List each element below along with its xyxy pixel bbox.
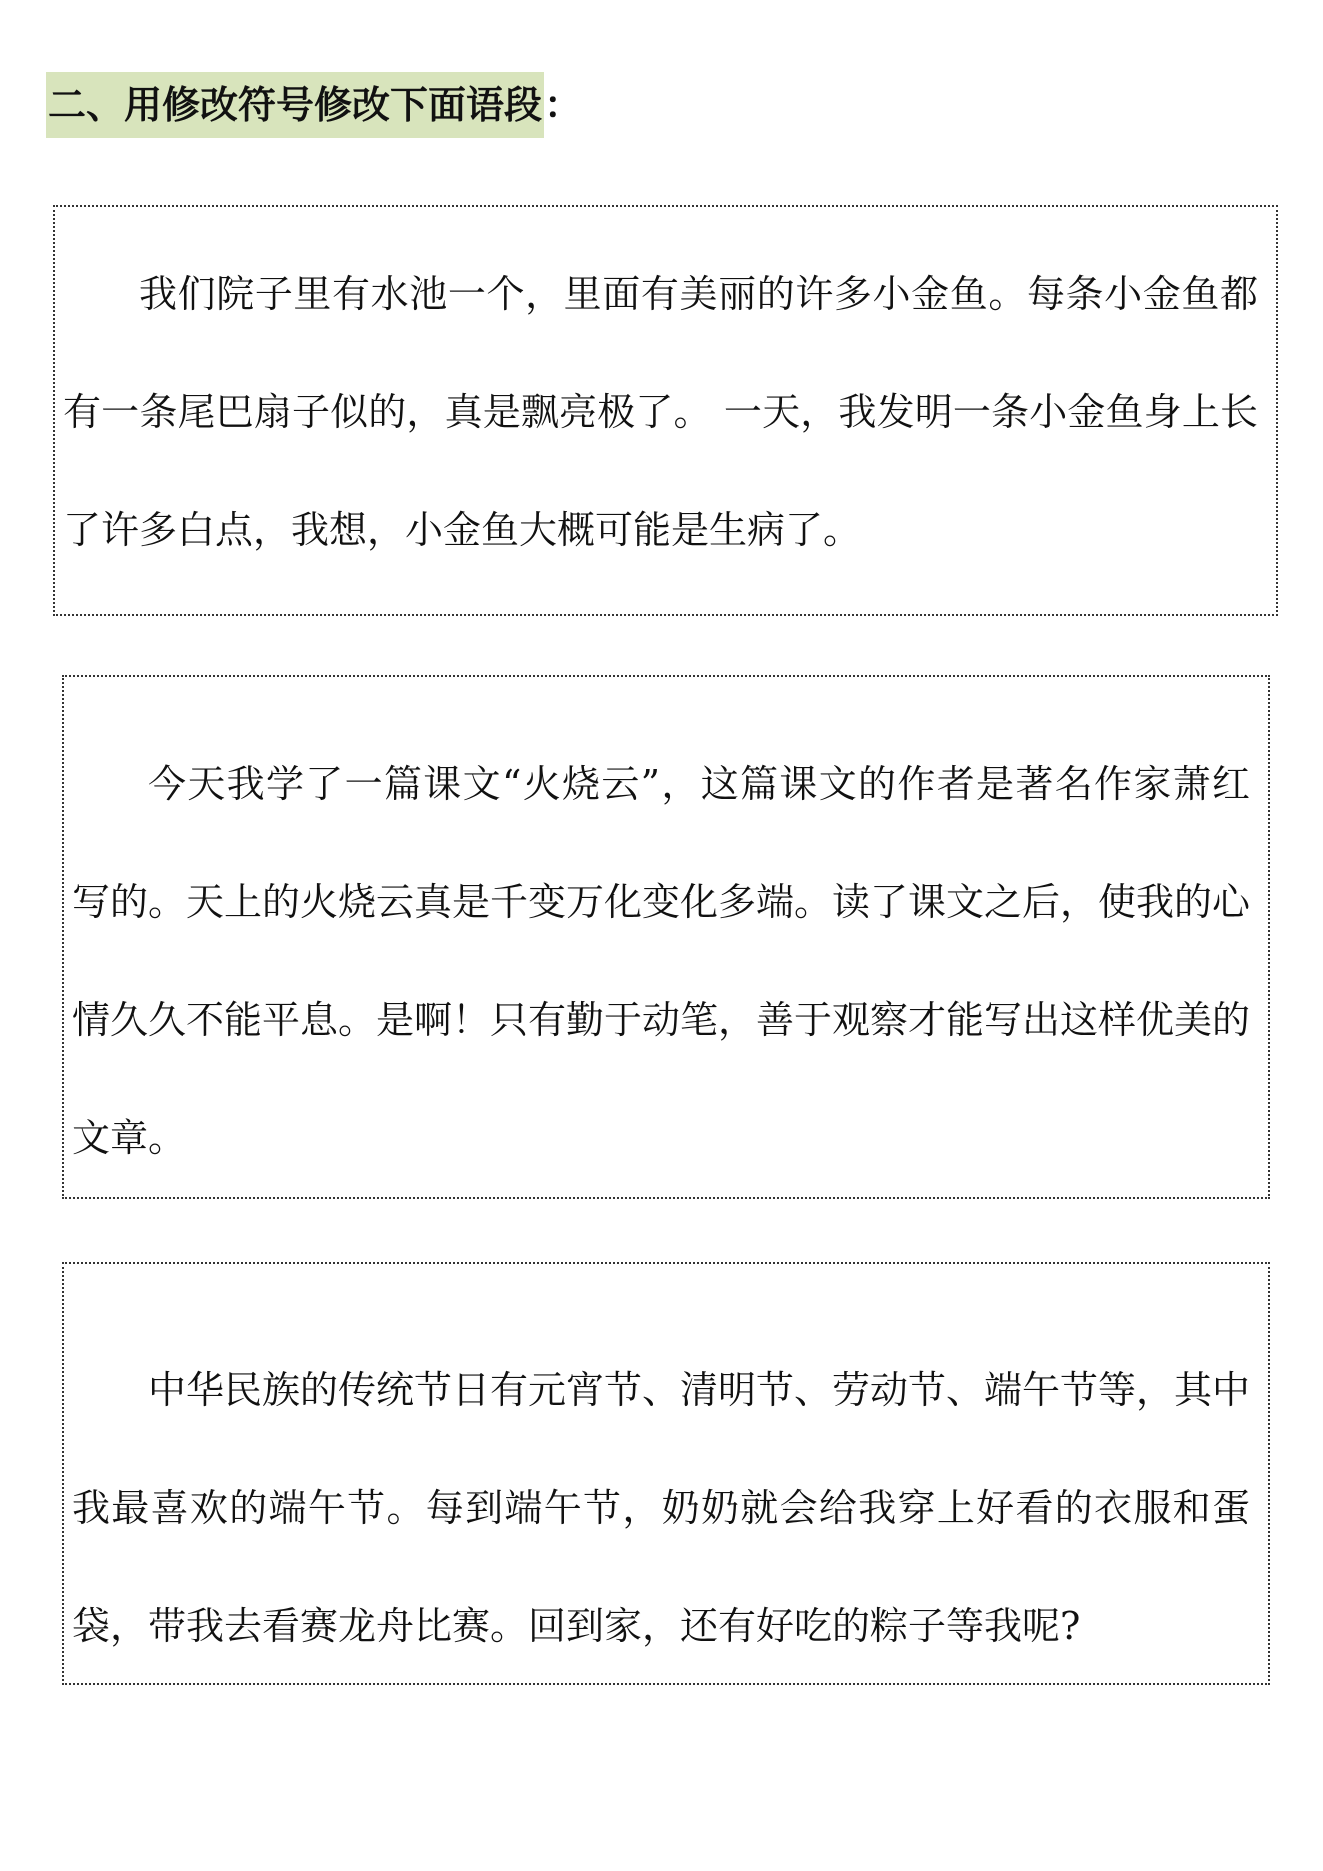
section-heading-colon: ： — [544, 83, 583, 127]
passage-text-2: 今天我学了一篇课文“火烧云”，这篇课文的作者是著名作家萧红写的。天上的火烧云真是千变万化变化多端。读了课文之后，使我的心情久久不能平息。是啊！只有勤于动笔，善于观察才能写出这样优美的文章。 — [72, 762, 1251, 1160]
passage-text-3: 中华民族的传统节日有元宵节、清明节、劳动节、端午节等，其中我最喜欢的端午节。每到端午节，奶奶就会给我穿上好看的衣服和蛋袋，带我去看赛龙舟比赛。回到家，还有好吃的粽子等我呢? — [72, 1368, 1251, 1648]
passage-text-1: 我们院子里有水池一个，里面有美丽的许多小金鱼。每条小金鱼都有一条尾巴扇子似的，真是飘亮极了。 一天，我发明一条小金鱼身上长了许多白点，我想，小金鱼大概可能是生病了。 — [63, 272, 1258, 552]
passage-box-1 — [53, 205, 1278, 616]
section-heading-title: 二、用修改符号修改下面语段 — [46, 72, 544, 138]
section-heading — [46, 72, 582, 138]
passage-box-3 — [62, 1262, 1270, 1685]
passage-box-2 — [62, 675, 1270, 1199]
